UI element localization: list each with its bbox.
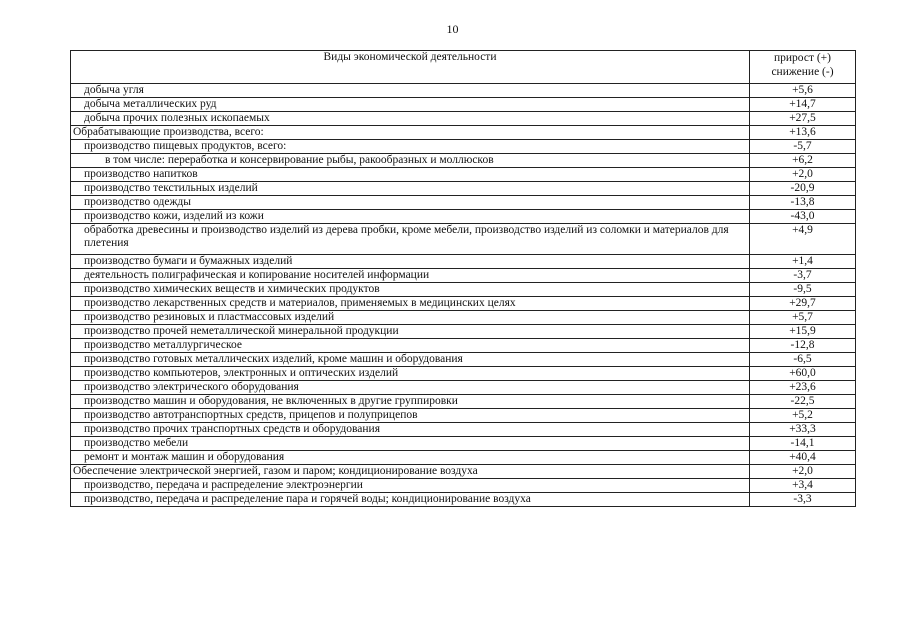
activity-name: ремонт и монтаж машин и оборудования <box>71 451 750 465</box>
change-value: +5,6 <box>750 84 856 98</box>
table-row <box>71 140 856 154</box>
table-row <box>71 465 856 479</box>
change-value: +14,7 <box>750 98 856 112</box>
table-row <box>71 196 856 210</box>
table-row <box>71 479 856 493</box>
table-row <box>71 493 856 507</box>
activity-name: производство текстильных изделий <box>71 182 750 196</box>
header-activity: Виды экономической деятельности <box>71 51 750 84</box>
activity-name: производство лекарственных средств и материалов, применяемых в медицинских целях <box>71 297 750 311</box>
activity-name: добыча металлических руд <box>71 98 750 112</box>
table-row <box>71 126 856 140</box>
activity-name: производство готовых металлических изделий, кроме машин и оборудования <box>71 353 750 367</box>
activity-name: производство компьютеров, электронных и оптических изделий <box>71 367 750 381</box>
activity-name: производство электрического оборудования <box>71 381 750 395</box>
activity-name: добыча прочих полезных ископаемых <box>71 112 750 126</box>
change-value: -43,0 <box>750 210 856 224</box>
change-value: +27,5 <box>750 112 856 126</box>
table-row <box>71 381 856 395</box>
change-value: -9,5 <box>750 283 856 297</box>
change-value: +5,7 <box>750 311 856 325</box>
table-row <box>71 168 856 182</box>
change-value: -12,8 <box>750 339 856 353</box>
activity-name: производство резиновых и пластмассовых изделий <box>71 311 750 325</box>
activity-name: производство пищевых продуктов, всего: <box>71 140 750 154</box>
change-value: +1,4 <box>750 255 856 269</box>
activity-name: производство прочих транспортных средств и оборудования <box>71 423 750 437</box>
activity-name: производство металлургическое <box>71 339 750 353</box>
change-value: +5,2 <box>750 409 856 423</box>
activity-name: деятельность полиграфическая и копирование носителей информации <box>71 269 750 283</box>
activity-name: производство машин и оборудования, не включенных в другие группировки <box>71 395 750 409</box>
change-value: -5,7 <box>750 140 856 154</box>
header-change-line1: прирост (+) <box>774 52 831 64</box>
change-value: -6,5 <box>750 353 856 367</box>
change-value: -20,9 <box>750 182 856 196</box>
change-value: +15,9 <box>750 325 856 339</box>
activity-name: производство, передача и распределение электроэнергии <box>71 479 750 493</box>
change-value: +2,0 <box>750 465 856 479</box>
change-value: +4,9 <box>750 224 856 255</box>
change-value: -22,5 <box>750 395 856 409</box>
change-value: +60,0 <box>750 367 856 381</box>
change-value: +13,6 <box>750 126 856 140</box>
table-row <box>71 339 856 353</box>
activity-name: производство одежды <box>71 196 750 210</box>
table-row <box>71 154 856 168</box>
change-value: -3,7 <box>750 269 856 283</box>
change-value: +3,4 <box>750 479 856 493</box>
activity-name: производство химических веществ и химических продуктов <box>71 283 750 297</box>
change-value: -14,1 <box>750 437 856 451</box>
change-value: +33,3 <box>750 423 856 437</box>
table-row <box>71 269 856 283</box>
activity-name: добыча угля <box>71 84 750 98</box>
activity-name: в том числе: переработка и консервирование рыбы, ракообразных и моллюсков <box>71 154 750 168</box>
table-row <box>71 98 856 112</box>
table-row <box>71 210 856 224</box>
economic-activity-table <box>70 50 856 507</box>
table-row <box>71 395 856 409</box>
table-row <box>71 182 856 196</box>
activity-name: производство напитков <box>71 168 750 182</box>
table-row <box>71 311 856 325</box>
activity-name: производство кожи, изделий из кожи <box>71 210 750 224</box>
change-value: +40,4 <box>750 451 856 465</box>
table-row <box>71 255 856 269</box>
table-row <box>71 112 856 126</box>
page-number: 10 <box>446 22 459 36</box>
table-row <box>71 297 856 311</box>
table-row <box>71 224 856 255</box>
table-row <box>71 423 856 437</box>
activity-name: производство, передача и распределение пара и горячей воды; кондиционирование воздуха <box>71 493 750 507</box>
table-row <box>71 325 856 339</box>
activity-name: Обеспечение электрической энергией, газом и паром; кондиционирование воздуха <box>71 465 750 479</box>
header-change-line2: снижение (-) <box>771 66 834 78</box>
activity-name: производство прочей неметаллической минеральной продукции <box>71 325 750 339</box>
header-change <box>750 51 856 84</box>
change-value: +23,6 <box>750 381 856 395</box>
table-row <box>71 367 856 381</box>
change-value: -3,3 <box>750 493 856 507</box>
table-row <box>71 437 856 451</box>
change-value: -13,8 <box>750 196 856 210</box>
table-row <box>71 283 856 297</box>
activity-name: Обрабатывающие производства, всего: <box>71 126 750 140</box>
change-value: +6,2 <box>750 154 856 168</box>
table-row <box>71 353 856 367</box>
table-body <box>71 84 856 507</box>
activity-name: производство автотранспортных средств, прицепов и полуприцепов <box>71 409 750 423</box>
activity-name: обработка древесины и производство изделий из дерева пробки, кроме мебели, производство изделий из соломки и материалов для плетения <box>71 224 750 255</box>
table-row <box>71 451 856 465</box>
table-header-row <box>71 51 856 84</box>
change-value: +29,7 <box>750 297 856 311</box>
activity-name: производство мебели <box>71 437 750 451</box>
activity-name: производство бумаги и бумажных изделий <box>71 255 750 269</box>
change-value: +2,0 <box>750 168 856 182</box>
table-row <box>71 409 856 423</box>
table-row <box>71 84 856 98</box>
